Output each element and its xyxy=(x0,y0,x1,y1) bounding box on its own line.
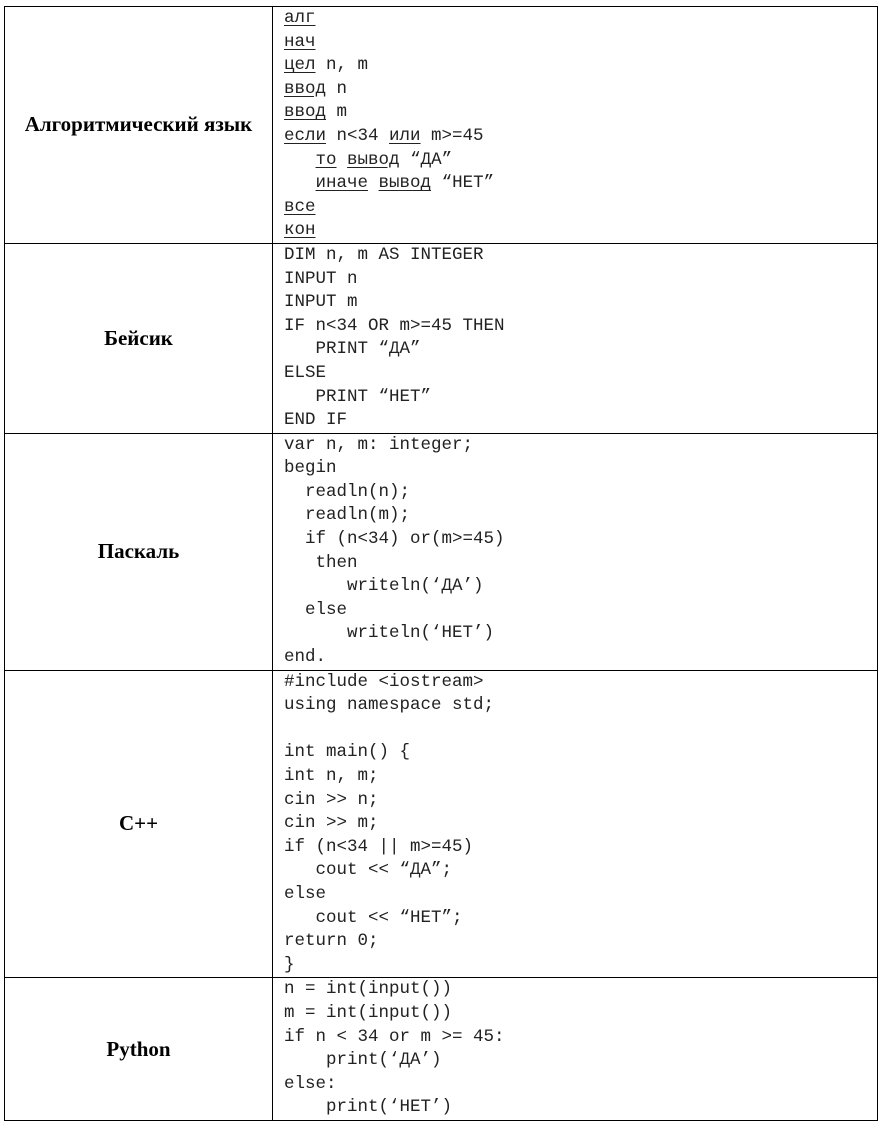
code-line xyxy=(284,575,877,599)
code-token: PRINT “НЕТ” xyxy=(284,386,432,407)
code-line xyxy=(284,1049,877,1073)
code-line xyxy=(284,268,877,292)
keyword-token: алг xyxy=(284,8,316,28)
keyword-token: все xyxy=(284,196,316,217)
code-token: writeln(‘НЕТ’) xyxy=(284,623,495,644)
keyword-token: если xyxy=(284,125,327,146)
code-line xyxy=(284,646,877,670)
code-token: n xyxy=(326,78,348,99)
keyword-token: вывод xyxy=(347,149,400,170)
code-token: readln(m); xyxy=(284,505,411,526)
code-token: m = int(input()) xyxy=(284,1002,453,1023)
code-line xyxy=(284,219,877,243)
language-name-cell: C++ xyxy=(5,670,273,978)
code-token: using namespace std; xyxy=(284,695,495,716)
code-line xyxy=(284,552,877,576)
code-token: writeln(‘ДА’) xyxy=(284,576,484,597)
code-token: begin xyxy=(284,458,337,479)
keyword-token: ввод xyxy=(284,102,327,123)
code-line xyxy=(284,315,877,339)
code-token: print(‘ДА’) xyxy=(284,1050,442,1071)
code-line xyxy=(284,386,877,410)
code-token: #include <iostream> xyxy=(284,671,484,692)
code-line xyxy=(284,718,877,742)
code-token: then xyxy=(284,552,358,573)
code-line xyxy=(284,622,877,646)
code-line xyxy=(284,789,877,813)
code-token: ELSE xyxy=(284,362,327,383)
code-token: IF n<34 OR m>=45 THEN xyxy=(284,315,505,336)
code-token: cin >> n; xyxy=(284,789,379,810)
code-token: end. xyxy=(284,647,327,668)
code-line xyxy=(284,457,877,481)
keyword-token: кон xyxy=(284,220,316,241)
keyword-token: иначе xyxy=(315,173,369,194)
code-line xyxy=(284,1073,877,1097)
code-line xyxy=(284,172,877,196)
code-token: int n, m; xyxy=(284,766,379,786)
code-token: readln(n); xyxy=(284,481,411,502)
code-line xyxy=(284,907,877,931)
code-token: var n, m: integer; xyxy=(284,434,474,455)
code-cell xyxy=(273,7,878,244)
code-line xyxy=(284,481,877,505)
code-cell xyxy=(273,433,878,670)
code-line xyxy=(284,812,877,836)
code-line xyxy=(284,101,877,125)
code-line xyxy=(284,883,877,907)
code-line xyxy=(284,978,877,1002)
table-row xyxy=(5,7,878,244)
code-token: cout << “ДА”; xyxy=(284,860,453,881)
language-name-cell: Бейсик xyxy=(5,243,273,433)
code-line xyxy=(284,599,877,623)
code-line xyxy=(284,694,877,718)
code-token xyxy=(337,150,348,170)
code-token: cin >> m; xyxy=(284,813,379,834)
code-token: int main() { xyxy=(284,742,411,763)
code-token: INPUT n xyxy=(284,268,358,289)
code-token: if (n<34) or(m>=45) xyxy=(284,529,505,550)
code-token xyxy=(284,150,316,170)
code-token: “НЕТ” xyxy=(431,173,495,194)
code-token: n = int(input()) xyxy=(284,979,453,1000)
code-token: return 0; xyxy=(284,931,379,952)
program-listing-table xyxy=(4,6,878,1121)
code-line xyxy=(284,1026,877,1050)
keyword-token: то xyxy=(315,149,337,170)
code-token: print(‘НЕТ’) xyxy=(284,1097,453,1118)
code-line xyxy=(284,930,877,954)
code-token: “ДА” xyxy=(399,149,453,170)
code-line xyxy=(284,765,877,789)
code-line xyxy=(284,125,877,149)
code-token: else: xyxy=(284,1073,337,1094)
keyword-token: вывод xyxy=(378,173,432,194)
language-name-cell: Алгоритмический язык xyxy=(5,7,273,244)
table-row xyxy=(5,243,878,433)
code-line xyxy=(284,1002,877,1026)
code-token: DIM n, m AS INTEGER xyxy=(284,244,484,265)
code-line xyxy=(284,504,877,528)
code-token: else xyxy=(284,883,327,904)
code-token xyxy=(284,173,316,193)
code-token: if (n<34 || m>=45) xyxy=(284,836,474,857)
code-line xyxy=(284,7,877,31)
code-line xyxy=(284,338,877,362)
code-line xyxy=(284,671,877,695)
code-line xyxy=(284,149,877,173)
code-line xyxy=(284,409,877,433)
code-token: m xyxy=(326,102,348,123)
code-token: n<34 xyxy=(326,125,390,146)
keyword-token: ввод xyxy=(284,78,327,99)
code-line xyxy=(284,1096,877,1120)
code-line xyxy=(284,31,877,55)
code-line xyxy=(284,244,877,268)
code-token xyxy=(368,173,379,193)
code-cell xyxy=(273,243,878,433)
table-row xyxy=(5,433,878,670)
code-token: INPUT m xyxy=(284,292,358,313)
keyword-token: нач xyxy=(284,31,316,52)
table-body xyxy=(5,7,878,1121)
code-line xyxy=(284,54,877,78)
code-token: if n < 34 or m >= 45: xyxy=(284,1026,505,1047)
code-line xyxy=(284,291,877,315)
code-line xyxy=(284,196,877,220)
code-line xyxy=(284,362,877,386)
code-token: else xyxy=(284,599,348,620)
code-line xyxy=(284,528,877,552)
code-token: END IF xyxy=(284,410,348,431)
keyword-token: или xyxy=(389,125,421,146)
code-token: PRINT “ДА” xyxy=(284,339,421,360)
keyword-token: цел xyxy=(284,55,316,76)
code-line xyxy=(284,78,877,102)
language-name-cell: Паскаль xyxy=(5,433,273,670)
table-row xyxy=(5,670,878,978)
code-cell xyxy=(273,670,878,978)
code-token: cout << “НЕТ”; xyxy=(284,907,463,928)
code-line xyxy=(284,954,877,978)
language-name-cell: Python xyxy=(5,978,273,1121)
code-line xyxy=(284,836,877,860)
code-line xyxy=(284,859,877,883)
code-line xyxy=(284,434,877,458)
code-token: n, m xyxy=(315,55,369,76)
code-cell xyxy=(273,978,878,1121)
code-token: m>=45 xyxy=(420,125,484,146)
code-line xyxy=(284,741,877,765)
table-row xyxy=(5,978,878,1121)
code-token: } xyxy=(284,954,295,975)
